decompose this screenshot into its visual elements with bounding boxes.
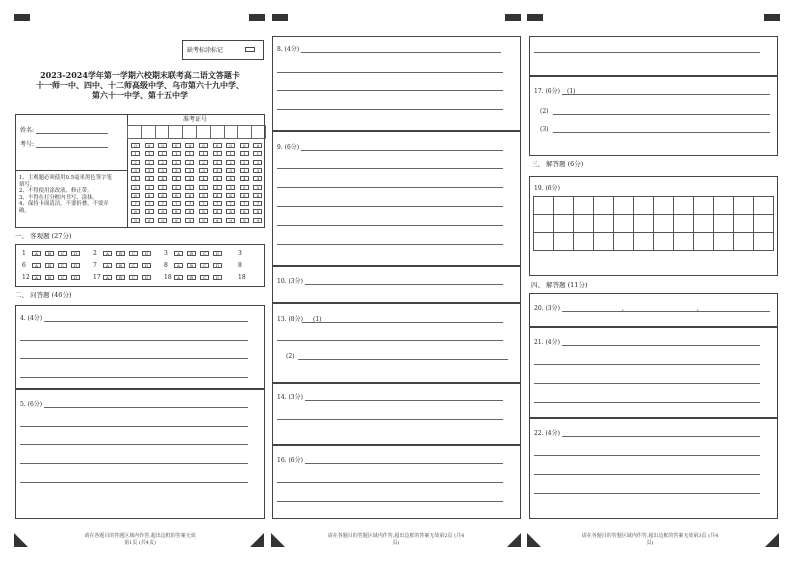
option-bubble-a[interactable]: A — [103, 275, 112, 280]
option-bubble-a[interactable]: A — [174, 275, 183, 280]
question-number: 18 — [238, 274, 246, 281]
registration-mark — [527, 14, 543, 21]
zkh-bubble-3[interactable]: 3 — [253, 168, 262, 173]
zkh-bubble-2[interactable]: 2 — [158, 160, 167, 165]
zkh-bubble-8[interactable]: 8 — [240, 209, 249, 214]
answer-line[interactable] — [277, 187, 503, 188]
zkh-bubble-7[interactable]: 7 — [199, 201, 208, 206]
zkh-bubble-7[interactable]: 7 — [213, 201, 222, 206]
option-bubble-d[interactable]: D — [71, 275, 80, 280]
zkh-bubble-6[interactable]: 6 — [185, 193, 194, 198]
option-bubble-a[interactable]: A — [32, 263, 41, 268]
zkh-bubble-0[interactable]: 0 — [213, 143, 222, 148]
zkh-bubble-4[interactable]: 4 — [158, 176, 167, 181]
zkh-bubble-1[interactable]: 1 — [226, 151, 235, 156]
question-number: 1 — [22, 250, 26, 257]
option-bubble-d[interactable]: D — [213, 275, 222, 280]
zkh-bubble-8[interactable]: 8 — [172, 209, 181, 214]
answer-line[interactable] — [277, 109, 503, 110]
option-bubble-c[interactable]: C — [58, 275, 67, 280]
zkh-bubble-5[interactable]: 5 — [145, 185, 154, 190]
zkh-bubble-9[interactable]: 9 — [226, 218, 235, 223]
zkh-bubble-6[interactable]: 6 — [131, 193, 140, 198]
zkh-bubble-6[interactable]: 6 — [253, 193, 262, 198]
zkh-bubble-2[interactable]: 2 — [145, 160, 154, 165]
corner-triangle — [507, 533, 521, 547]
zkh-bubble-4[interactable]: 4 — [213, 176, 222, 181]
option-bubble-c[interactable]: C — [200, 251, 209, 256]
registration-mark — [14, 14, 30, 21]
zkh-bubble-1[interactable]: 1 — [158, 151, 167, 156]
answer-line[interactable] — [534, 52, 760, 53]
answer-line[interactable] — [553, 132, 770, 133]
q20-separator: , — [622, 305, 624, 312]
zkh-bubble-2[interactable]: 2 — [185, 160, 194, 165]
answer-block-q22 — [529, 418, 778, 519]
zkh-bubble-1[interactable]: 1 — [145, 151, 154, 156]
zkh-bubble-1[interactable]: 1 — [199, 151, 208, 156]
zkh-bubble-7[interactable]: 7 — [185, 201, 194, 206]
zkh-label: 准考证号 — [183, 116, 208, 123]
footer-line: 页) — [392, 540, 400, 546]
zkh-bubble-8[interactable]: 8 — [145, 209, 154, 214]
q8-label: 8. (4分) — [277, 46, 300, 53]
answer-line[interactable] — [20, 340, 248, 341]
option-bubble-c[interactable]: C — [200, 263, 209, 268]
answer-block-q14 — [272, 383, 521, 445]
q20-label: 20. (3分) — [534, 305, 560, 312]
answer-block-top — [529, 36, 778, 76]
answer-line[interactable] — [534, 474, 760, 475]
instruction-line: 填写。 — [19, 181, 36, 188]
zkh-bubble-5[interactable]: 5 — [131, 185, 140, 190]
zkh-bubble-0[interactable]: 0 — [253, 143, 262, 148]
zkh-bubble-2[interactable]: 2 — [213, 160, 222, 165]
answer-line[interactable] — [534, 383, 760, 384]
zkh-bubble-4[interactable]: 4 — [199, 176, 208, 181]
option-bubble-b[interactable]: B — [187, 251, 196, 256]
zkh-bubble-3[interactable]: 3 — [172, 168, 181, 173]
zkh-bubble-5[interactable]: 5 — [253, 185, 262, 190]
answer-line[interactable] — [20, 482, 248, 483]
option-bubble-a[interactable]: A — [174, 251, 183, 256]
option-bubble-c[interactable]: C — [200, 275, 209, 280]
exam-no-field[interactable] — [36, 147, 108, 148]
name-label: 姓名: — [20, 127, 35, 134]
answer-line[interactable] — [44, 321, 248, 322]
answer-line[interactable] — [534, 364, 760, 365]
zkh-bubble-5[interactable]: 5 — [240, 185, 249, 190]
info-divider — [15, 170, 127, 171]
title-line: 第六十一中学、第十五中学 — [92, 90, 188, 100]
zkh-bubble-7[interactable]: 7 — [172, 201, 181, 206]
option-bubble-c[interactable]: C — [58, 251, 67, 256]
zkh-bubble-3[interactable]: 3 — [199, 168, 208, 173]
option-bubble-a[interactable]: A — [103, 263, 112, 268]
instruction-line: 破。 — [19, 207, 30, 214]
answer-block-q5 — [15, 389, 265, 519]
zkh-bubble-1[interactable]: 1 — [213, 151, 222, 156]
zkh-bubble-5[interactable]: 5 — [199, 185, 208, 190]
footer-line: 第1页 (共4页) — [124, 540, 156, 546]
zkh-bubble-1[interactable]: 1 — [172, 151, 181, 156]
missing-mark-box — [182, 40, 264, 60]
answer-line[interactable] — [277, 244, 503, 245]
option-bubble-c[interactable]: C — [58, 263, 67, 268]
zkh-bubble-5[interactable]: 5 — [158, 185, 167, 190]
zkh-bubble-8[interactable]: 8 — [213, 209, 222, 214]
answer-block-q21 — [529, 327, 778, 418]
corner-triangle — [14, 533, 28, 547]
instructions — [19, 175, 125, 215]
option-bubble-b[interactable]: B — [116, 251, 125, 256]
zkh-bubble-9[interactable]: 9 — [240, 218, 249, 223]
answer-line[interactable] — [534, 402, 760, 403]
zkh-bubble-6[interactable]: 6 — [199, 193, 208, 198]
page-footer — [316, 533, 476, 547]
page-footer — [570, 533, 730, 547]
zkh-bubble-6[interactable]: 6 — [213, 193, 222, 198]
corner-triangle — [271, 533, 285, 547]
instruction-line: 1、主观题必须使用0.5毫米黑色签字笔 — [19, 175, 112, 181]
zkh-bubble-4[interactable]: 4 — [240, 176, 249, 181]
corner-triangle — [527, 533, 541, 547]
corner-triangle — [765, 533, 779, 547]
answer-line[interactable] — [277, 168, 503, 169]
page-footer — [60, 533, 220, 547]
answer-line[interactable] — [305, 284, 503, 285]
question-number: 3 — [238, 250, 242, 257]
zkh-bubble-9[interactable]: 9 — [213, 218, 222, 223]
zkh-bubble-3[interactable]: 3 — [185, 168, 194, 173]
zkh-bubble-0[interactable]: 0 — [185, 143, 194, 148]
answer-line[interactable] — [44, 407, 248, 408]
answer-line[interactable] — [562, 311, 770, 312]
option-bubble-c[interactable]: C — [129, 263, 138, 268]
zkh-bubble-9[interactable]: 9 — [158, 218, 167, 223]
answer-line[interactable] — [534, 493, 760, 494]
section4-title: 四、 解答题 (11分) — [531, 281, 588, 289]
q19-char-grid[interactable] — [533, 196, 774, 251]
answer-line[interactable] — [277, 206, 503, 207]
option-bubble-b[interactable]: B — [45, 263, 54, 268]
option-bubble-c[interactable]: C — [129, 275, 138, 280]
zkh-bubble-9[interactable]: 9 — [185, 218, 194, 223]
q4-label: 4. (4分) — [20, 315, 43, 322]
zkh-bubble-5[interactable]: 5 — [185, 185, 194, 190]
zkh-bubble-4[interactable]: 4 — [145, 176, 154, 181]
footer-line: 请在各题目的答题区域内作答,超出边框的答案无效 — [84, 533, 196, 539]
q17-part3-label: (3) — [540, 126, 549, 133]
zkh-bubble-6[interactable]: 6 — [240, 193, 249, 198]
q21-label: 21. (4分) — [534, 339, 560, 346]
zkh-bubble-7[interactable]: 7 — [145, 201, 154, 206]
q9-label: 9. (6分) — [277, 144, 300, 151]
answer-block-q9 — [272, 131, 521, 266]
zkh-bubble-9[interactable]: 9 — [172, 218, 181, 223]
zkh-bubble-4[interactable]: 4 — [172, 176, 181, 181]
zkh-bubble-0[interactable]: 0 — [172, 143, 181, 148]
answer-line[interactable] — [305, 400, 503, 401]
missing-mark-label: 缺考标涂标记 — [187, 47, 224, 54]
zkh-bubble-7[interactable]: 7 — [240, 201, 249, 206]
zkh-bubble-1[interactable]: 1 — [253, 151, 262, 156]
zkh-bubble-6[interactable]: 6 — [226, 193, 235, 198]
zkh-bubble-2[interactable]: 2 — [226, 160, 235, 165]
answer-line[interactable] — [277, 90, 503, 91]
answer-line[interactable] — [301, 150, 503, 151]
option-bubble-a[interactable]: A — [174, 263, 183, 268]
answer-line[interactable] — [277, 225, 503, 226]
registration-mark — [764, 14, 780, 21]
q10-label: 10. (3分) — [277, 278, 303, 285]
footer-line: 页) — [646, 540, 654, 546]
question-number: 18 — [164, 274, 172, 281]
zkh-bubble-6[interactable]: 6 — [158, 193, 167, 198]
answer-line[interactable] — [301, 52, 501, 53]
registration-mark — [505, 14, 521, 21]
zkh-bubble-8[interactable]: 8 — [131, 209, 140, 214]
answer-line[interactable] — [20, 426, 248, 427]
zkh-bubble-2[interactable]: 2 — [253, 160, 262, 165]
q13-part1-label: (1) — [313, 316, 322, 323]
zkh-bubble-4[interactable]: 4 — [253, 176, 262, 181]
instruction-line: 4、保持卡面清洁，不要折叠，不要弄 — [19, 201, 109, 208]
option-bubble-b[interactable]: B — [116, 275, 125, 280]
exam-no-label: 考号: — [20, 141, 35, 148]
zkh-bubble-8[interactable]: 8 — [253, 209, 262, 214]
question-number: 17 — [93, 274, 101, 281]
option-bubble-d[interactable]: D — [213, 263, 222, 268]
answer-line[interactable] — [553, 114, 770, 115]
q20-separator: , — [697, 305, 699, 312]
zkh-bubble-3[interactable]: 3 — [213, 168, 222, 173]
option-bubble-b[interactable]: B — [187, 263, 196, 268]
zkh-bubble-0[interactable]: 0 — [240, 143, 249, 148]
option-bubble-c[interactable]: C — [129, 251, 138, 256]
answer-line[interactable] — [277, 340, 503, 341]
zkh-bubble-3[interactable]: 3 — [131, 168, 140, 173]
q14-label: 14. (3分) — [277, 394, 303, 401]
zkh-bubble-0[interactable]: 0 — [199, 143, 208, 148]
option-bubble-b[interactable]: B — [116, 263, 125, 268]
zkh-bubble-2[interactable]: 2 — [131, 160, 140, 165]
answer-line[interactable] — [562, 94, 770, 95]
zkh-bubble-3[interactable]: 3 — [240, 168, 249, 173]
zkh-bubble-7[interactable]: 7 — [253, 201, 262, 206]
title-line: 2023-2024学年第一学期六校期末联考高二语文答题卡 — [40, 70, 240, 80]
zkh-bubble-4[interactable]: 4 — [185, 176, 194, 181]
q19-label: 19. (6分) — [534, 185, 560, 192]
zkh-bubble-9[interactable]: 9 — [199, 218, 208, 223]
question-number: 6 — [22, 262, 26, 269]
zkh-bubble-5[interactable]: 5 — [172, 185, 181, 190]
answer-block-q20 — [529, 293, 778, 327]
zkh-bubble-9[interactable]: 9 — [253, 218, 262, 223]
q17-label: 17. (6分) — [534, 88, 560, 95]
title-line: 十一师一中、四中、十二师高级中学、乌市第六十九中学、 — [36, 80, 244, 90]
zkh-bubble-1[interactable]: 1 — [240, 151, 249, 156]
answer-line[interactable] — [277, 501, 503, 502]
zkh-bubble-5[interactable]: 5 — [213, 185, 222, 190]
zkh-bubble-2[interactable]: 2 — [240, 160, 249, 165]
zkh-bubble-8[interactable]: 8 — [199, 209, 208, 214]
answer-line[interactable] — [20, 444, 248, 445]
option-bubble-b[interactable]: B — [187, 275, 196, 280]
zkh-bubble-7[interactable]: 7 — [226, 201, 235, 206]
answer-line[interactable] — [20, 377, 248, 378]
question-number: 12 — [22, 274, 30, 281]
option-bubble-a[interactable]: A — [103, 251, 112, 256]
option-bubble-d[interactable]: D — [71, 263, 80, 268]
footer-line: 请在各题目的答题区域内作答,超出边框的答案无效第2页 (共4 — [327, 533, 465, 539]
zkh-bubble-1[interactable]: 1 — [185, 151, 194, 156]
section2-title: 二、 问答题 (46分) — [15, 291, 72, 299]
zkh-bubble-0[interactable]: 0 — [131, 143, 140, 148]
answer-line[interactable] — [20, 463, 248, 464]
answer-line[interactable] — [562, 436, 760, 437]
option-bubble-d[interactable]: D — [213, 251, 222, 256]
question-number: 8 — [238, 262, 242, 269]
answer-line[interactable] — [534, 455, 760, 456]
option-bubble-b[interactable]: B — [45, 275, 54, 280]
zkh-bubble-5[interactable]: 5 — [226, 185, 235, 190]
answer-line[interactable] — [277, 72, 503, 73]
zkh-bubble-1[interactable]: 1 — [131, 151, 140, 156]
zkh-bubble-4[interactable]: 4 — [226, 176, 235, 181]
sheet-title — [15, 70, 265, 100]
zkh-bubble-8[interactable]: 8 — [158, 209, 167, 214]
q17-part1-label: (1) — [567, 88, 576, 95]
question-number: 3 — [164, 250, 168, 257]
zkh-bubble-0[interactable]: 0 — [226, 143, 235, 148]
q5-label: 5. (6分) — [20, 401, 43, 408]
answer-block-q8 — [272, 36, 521, 131]
answer-line[interactable] — [20, 358, 248, 359]
question-number: 2 — [93, 250, 97, 257]
q13-label: 13. (8分) — [277, 316, 303, 323]
q22-label: 22. (4分) — [534, 430, 560, 437]
name-field[interactable] — [36, 133, 108, 134]
missing-mark-bubble[interactable] — [245, 47, 255, 52]
answer-line[interactable] — [277, 482, 503, 483]
q17-part2-label: (2) — [540, 108, 549, 115]
zkh-bubble-4[interactable]: 4 — [131, 176, 140, 181]
zkh-bubble-9[interactable]: 9 — [131, 218, 140, 223]
q13-part2-label: (2) — [286, 353, 295, 360]
zkh-bubble-7[interactable]: 7 — [131, 201, 140, 206]
instruction-line: 3、不得在打分框内书写、涂抹。 — [19, 194, 98, 201]
zkh-bubble-3[interactable]: 3 — [226, 168, 235, 173]
section1-title: 一、 客观题 (27分) — [15, 232, 72, 240]
answer-line[interactable] — [562, 345, 760, 346]
zkh-bubble-9[interactable]: 9 — [145, 218, 154, 223]
zkh-bubble-7[interactable]: 7 — [158, 201, 167, 206]
zkh-bubble-3[interactable]: 3 — [158, 168, 167, 173]
zkh-bubble-3[interactable]: 3 — [145, 168, 154, 173]
answer-block-q13 — [272, 303, 521, 383]
registration-mark — [272, 14, 288, 21]
option-bubble-d[interactable]: D — [142, 275, 151, 280]
option-bubble-d[interactable]: D — [142, 251, 151, 256]
zkh-bubble-6[interactable]: 6 — [145, 193, 154, 198]
zkh-bubble-0[interactable]: 0 — [145, 143, 154, 148]
zkh-write-boxes — [127, 125, 266, 139]
registration-mark — [249, 14, 265, 21]
zkh-bubble-2[interactable]: 2 — [172, 160, 181, 165]
option-bubble-d[interactable]: D — [71, 251, 80, 256]
option-bubble-a[interactable]: A — [32, 275, 41, 280]
corner-triangle — [250, 533, 264, 547]
answer-line[interactable] — [305, 463, 503, 464]
answer-line[interactable] — [277, 419, 503, 420]
instruction-line: 2、不得使用涂改液、修正带。 — [19, 188, 93, 195]
option-bubble-d[interactable]: D — [142, 263, 151, 268]
zkh-bubble-8[interactable]: 8 — [185, 209, 194, 214]
answer-line[interactable] — [302, 322, 503, 323]
answer-line[interactable] — [298, 359, 508, 360]
q16-label: 16. (6分) — [277, 457, 303, 464]
question-number: 8 — [164, 262, 168, 269]
option-bubble-b[interactable]: B — [45, 251, 54, 256]
section3-title: 三、 解答题 (6分) — [531, 160, 584, 168]
zkh-bubble-8[interactable]: 8 — [226, 209, 235, 214]
question-number: 7 — [93, 262, 97, 269]
zkh-bubble-0[interactable]: 0 — [158, 143, 167, 148]
option-bubble-a[interactable]: A — [32, 251, 41, 256]
zkh-bubble-2[interactable]: 2 — [199, 160, 208, 165]
footer-line: 请在各题目的答题区域内作答,超出边框的答案无效第3页 (共4 — [581, 533, 719, 539]
zkh-bubble-6[interactable]: 6 — [172, 193, 181, 198]
